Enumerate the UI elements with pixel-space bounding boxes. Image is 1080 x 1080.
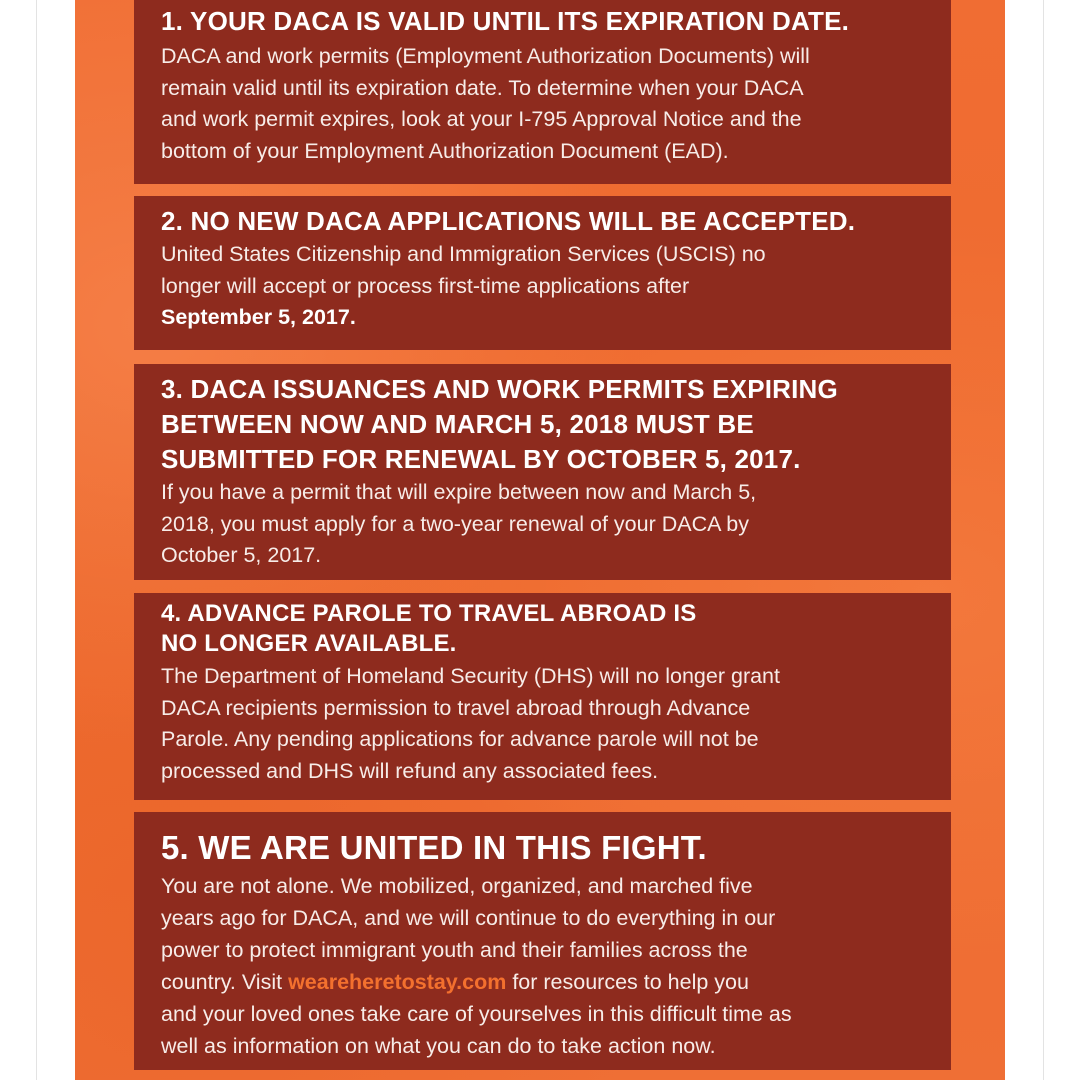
info-card-2 [134, 196, 951, 350]
body-line: remain valid until its expiration date. To determine when your DACA [161, 75, 804, 100]
heading-line: 4. ADVANCE PAROLE TO TRAVEL ABROAD IS [161, 600, 697, 627]
body-line: and work permit expires, look at your I-795 Approval Notice and the [161, 107, 802, 131]
heading-line: NO LONGER AVAILABLE. [161, 630, 457, 657]
info-card-3 [134, 364, 951, 580]
body-line: Parole. Any pending applications for advance parole will not be [161, 727, 759, 751]
card-heading [161, 4, 951, 39]
weareheretostay-link[interactable]: weareheretostay.com [288, 970, 507, 994]
card-heading [161, 372, 951, 477]
card-heading [161, 826, 951, 870]
heading-line: 5. WE ARE UNITED IN THIS FIGHT. [161, 829, 707, 866]
body-line: well as information on what you can do to take action now. [161, 1034, 716, 1058]
body-line: years ago for DACA, and we will continue to do everything in our [161, 906, 776, 930]
link-prefix: country. Visit [161, 970, 289, 994]
deadline-date: September 5, 2017. [161, 305, 356, 329]
body-line: If you have a permit that will expire between now and March 5, [161, 480, 757, 504]
body-line: and your loved ones take care of yourselves in this difficult time as [161, 1002, 792, 1026]
heading-line: 2. NO NEW DACA APPLICATIONS WILL BE ACCEPTED. [161, 206, 856, 236]
body-line: DACA and work permits (Employment Authorization Documents) will [161, 44, 810, 68]
body-line: October 5, 2017. [161, 543, 322, 567]
card-body [161, 41, 951, 167]
heading-line: SUBMITTED FOR RENEWAL BY OCTOBER 5, 2017. [161, 444, 801, 474]
body-line: The Department of Homeland Security (DHS) will no longer grant [161, 664, 780, 688]
link-suffix: for resources to help you [506, 970, 749, 994]
body-line: bottom of your Employment Authorization Document (EAD). [161, 138, 729, 163]
body-line: power to protect immigrant youth and their families across the [161, 938, 748, 962]
card-heading [161, 204, 951, 239]
body-line: 2018, you must apply for a two-year renewal of your DACA by [161, 511, 749, 536]
daca-info-poster [75, 0, 1005, 1080]
body-line: longer will accept or process first-time applications after [161, 273, 690, 298]
heading-line: BETWEEN NOW AND MARCH 5, 2018 MUST BE [161, 409, 754, 439]
heading-line: 3. DACA ISSUANCES AND WORK PERMITS EXPIRING [161, 374, 838, 404]
card-body [161, 239, 951, 334]
body-line: United States Citizenship and Immigration Services (USCIS) no [161, 242, 766, 266]
body-line: processed and DHS will refund any associated fees. [161, 758, 659, 783]
info-card-4 [134, 593, 951, 800]
frame-line-right [1043, 0, 1044, 1080]
card-heading [161, 599, 951, 659]
card-body [161, 477, 951, 572]
frame-line-left [36, 0, 37, 1080]
body-line-with-link [161, 966, 951, 998]
body-line: DACA recipients permission to travel abroad through Advance [161, 695, 751, 720]
heading-line: 1. YOUR DACA IS VALID UNTIL ITS EXPIRATION DATE. [161, 6, 850, 36]
body-line-bold [161, 302, 951, 334]
info-card-5 [134, 812, 951, 1070]
card-body [161, 870, 951, 1062]
info-card-1 [134, 0, 951, 184]
body-line: You are not alone. We mobilized, organized, and marched five [161, 874, 753, 898]
card-body [161, 661, 951, 787]
